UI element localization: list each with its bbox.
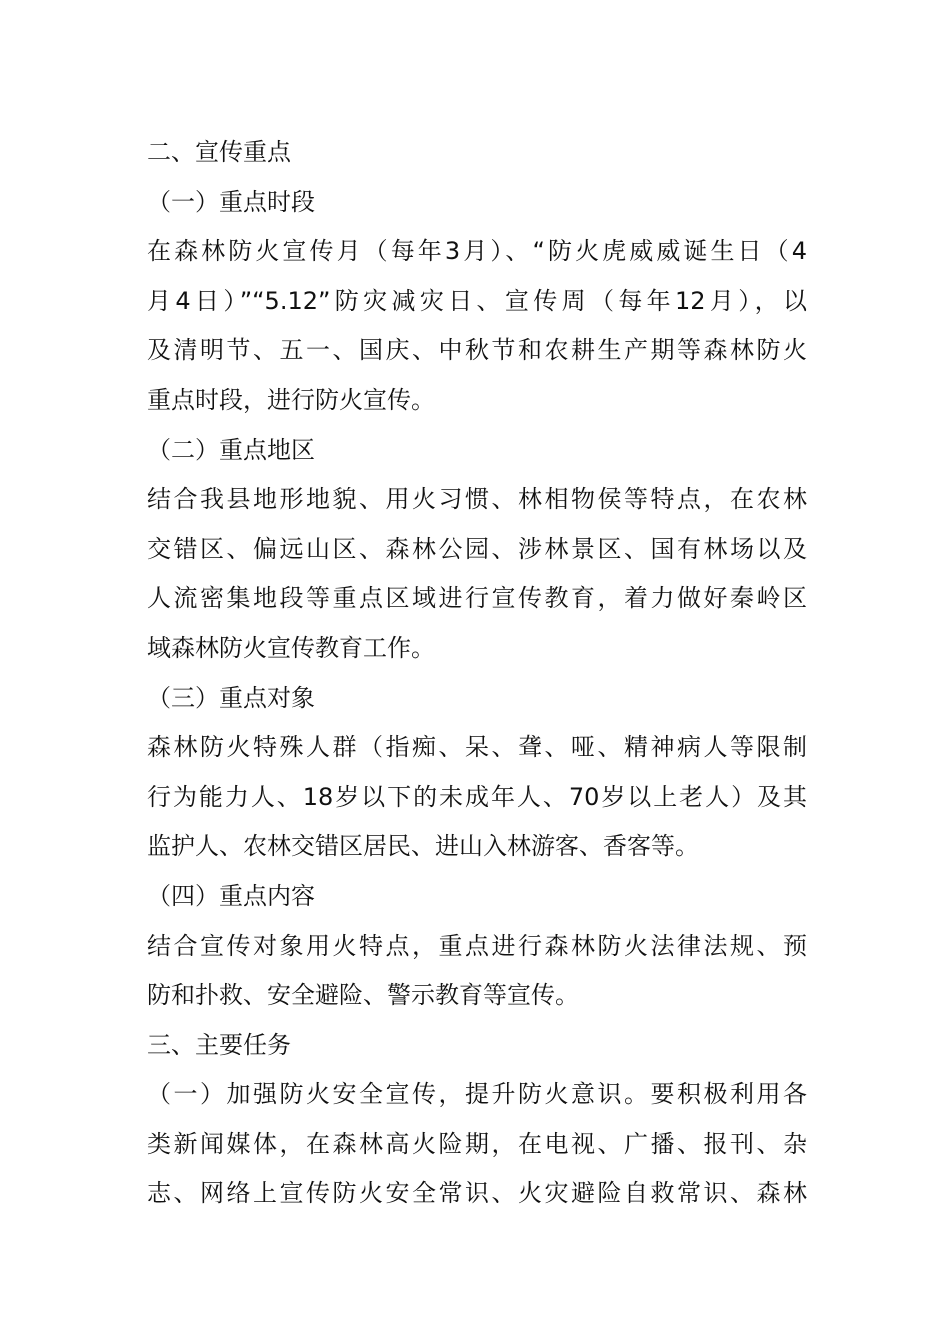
paragraph-line: 森林防火特殊人群（指痴、呆、聋、哑、精神病人等限制 — [147, 733, 807, 762]
paragraph-line: 交错区、偏远山区、森林公园、涉林景区、国有林场以及 — [147, 534, 807, 563]
paragraph-line: （一）加强防火安全宣传，提升防火意识。要积极利用各 — [147, 1080, 807, 1109]
paragraph-line: 重点时段，进行防火宣传。 — [147, 385, 435, 414]
subsection-heading: （四）重点内容 — [147, 881, 315, 910]
paragraph-line: 类新闻媒体，在森林高火险期，在电视、广播、报刊、杂 — [147, 1129, 807, 1158]
subsection-heading: （一）重点时段 — [147, 187, 315, 216]
paragraph-line: 防和扑救、安全避险、警示教育等宣传。 — [147, 981, 579, 1010]
paragraph-line: 结合我县地形地貌、用火习惯、林相物侯等特点，在农林 — [147, 485, 807, 514]
paragraph-line: 在森林防火宣传月（每年3月）、“防火虎威威诞生日（4 — [147, 237, 807, 266]
document-body — [147, 128, 807, 1219]
section-heading: 三、主要任务 — [147, 1030, 291, 1059]
paragraph-line: 及清明节、五一、国庆、中秋节和农耕生产期等森林防火 — [147, 336, 807, 365]
paragraph-line: 人流密集地段等重点区域进行宣传教育，着力做好秦岭区 — [147, 584, 807, 613]
paragraph-line: 域森林防火宣传教育工作。 — [147, 633, 435, 662]
paragraph-line: 行为能力人、18岁以下的未成年人、70岁以上老人）及其 — [147, 782, 807, 811]
subsection-heading: （三）重点对象 — [147, 683, 315, 712]
paragraph-line: 结合宣传对象用火特点，重点进行森林防火法律法规、预 — [147, 931, 807, 960]
paragraph-line: 月4日）”“5.12”防灾减灾日、宣传周（每年12月），以 — [147, 286, 807, 315]
section-heading: 二、宣传重点 — [147, 138, 291, 166]
subsection-heading: （二）重点地区 — [147, 435, 315, 464]
paragraph-line: 监护人、农林交错区居民、进山入林游客、香客等。 — [147, 832, 699, 861]
paragraph-line: 志、网络上宣传防火安全常识、火灾避险自救常识、森林 — [147, 1179, 807, 1208]
